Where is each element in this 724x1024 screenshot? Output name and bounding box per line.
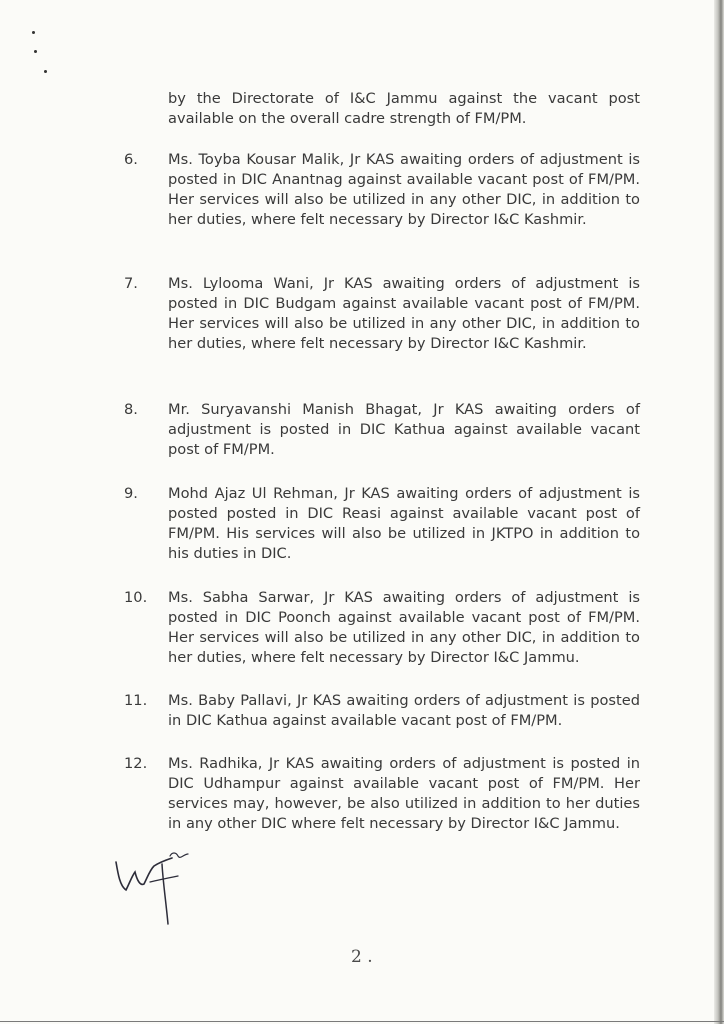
item-number: 8.: [124, 401, 138, 418]
item-text: Mr. Suryavanshi Manish Bhagat, Jr KAS awaiting orders of adjustment is posted in DIC Kathua against available vacant post of FM/PM.: [168, 401, 640, 458]
item-number: 11.: [124, 692, 148, 709]
item-text: Ms. Baby Pallavi, Jr KAS awaiting orders of adjustment is posted in DIC Kathua against available vacant post of FM/PM.: [168, 692, 640, 729]
item-number: 12.: [124, 755, 148, 772]
item-number: 7.: [124, 275, 138, 292]
scan-speck: [44, 70, 47, 73]
item-text: Mohd Ajaz Ul Rehman, Jr KAS awaiting orders of adjustment is posted posted in DIC Reasi against available vacant post of FM/PM. His services will also be utilized in JKTPO in addition to his duties in DIC.: [168, 485, 640, 562]
item-text: Ms. Radhika, Jr KAS awaiting orders of adjustment is posted in DIC Udhampur against available vacant post of FM/PM. Her services may, however, be also utilized in addition to her duties in any other DIC where felt necessary by Director I&C Jammu.: [168, 755, 640, 832]
item-number: 6.: [124, 151, 138, 168]
lead-paragraph: by the Directorate of I&C Jammu against the vacant post available on the overall cadre strength of FM/PM.: [168, 90, 640, 127]
scan-speck: [34, 50, 37, 53]
item-number: 10.: [124, 589, 148, 606]
bottom-border: [0, 1021, 724, 1022]
scan-edge: [714, 0, 724, 1024]
page-number: 2 .: [351, 947, 373, 967]
handwritten-signature: [110, 852, 200, 927]
item-number: 9.: [124, 485, 138, 502]
item-text: Ms. Lylooma Wani, Jr KAS awaiting orders of adjustment is posted in DIC Budgam against available vacant post of FM/PM. Her services will also be utilized in any other DIC, in addition to her duties, where felt necessary by Director I&C Kashmir.: [168, 275, 640, 352]
item-text: Ms. Sabha Sarwar, Jr KAS awaiting orders of adjustment is posted in DIC Poonch against available vacant post of FM/PM. Her services will also be utilized in any other DIC, in addition to her duties, where felt necessary by Director I&C Jammu.: [168, 589, 640, 666]
item-text: Ms. Toyba Kousar Malik, Jr KAS awaiting orders of adjustment is posted in DIC Anantnag against available vacant post of FM/PM. Her services will also be utilized in any other DIC, in addition to her duties, where felt necessary by Director I&C Kashmir.: [168, 151, 640, 228]
scan-speck: [32, 31, 35, 34]
